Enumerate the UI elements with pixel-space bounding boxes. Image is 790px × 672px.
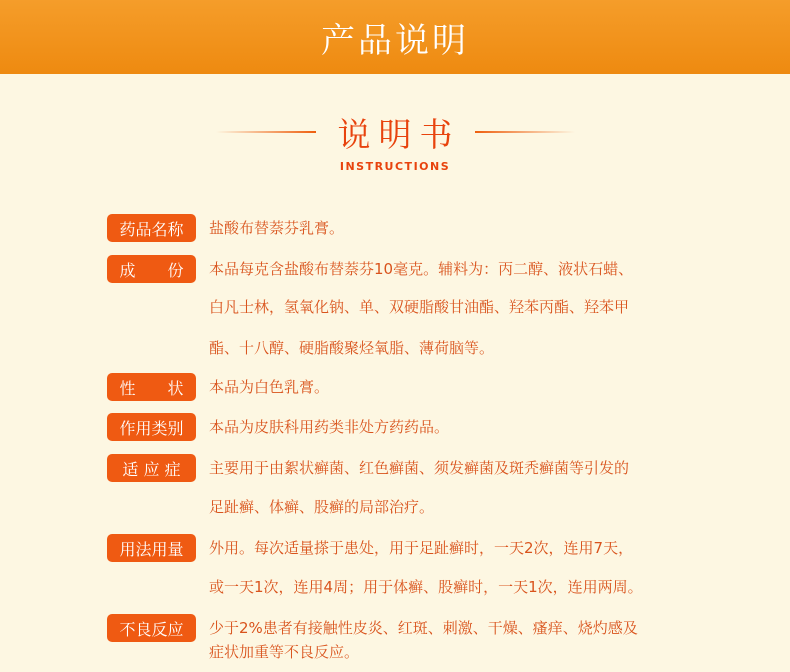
label-dosage: 用法用量 [107,534,196,562]
page-title: 产品说明 [321,20,469,61]
section-subtitle-en: INSTRUCTIONS [339,160,451,173]
header-banner [0,0,790,74]
right-decorative-line [475,131,575,133]
dosage-line-2: 或一天1次，连用4周；用于体癣、股癣时，一天1次，连用两周。 [209,578,643,596]
side-effects-line-2: 症状加重等不良反应。 [209,643,360,661]
label-side-effects: 不良反应 [107,614,196,642]
label-appearance: 性 状 [107,373,196,401]
section-heading [0,108,790,156]
appearance-line-1: 本品为白色乳膏。 [209,378,330,396]
ingredients-line-3: 酯、十八醇、硬脂酸聚烃氧脂、薄荷脑等。 [209,339,495,357]
category-line-1: 本品为皮肤科用药类非处方药药品。 [209,418,450,436]
label-ingredients: 成 份 [107,255,196,283]
drug-name-line-1: 盐酸布替萘芬乳膏。 [209,219,345,237]
dosage-line-1: 外用。每次适量搽于患处，用于足趾癣时，一天2次，连用7天， [209,539,634,557]
label-category: 作用类别 [107,413,196,441]
ingredients-line-2: 白凡士林，氢氧化钠、单、双硬脂酸甘油酯、羟苯丙酯、羟苯甲 [209,298,630,316]
label-drug-name: 药品名称 [107,214,196,242]
indications-line-1: 主要用于由絮状癣菌、红色癣菌、须发癣菌及斑秃癣菌等引发的 [209,459,630,477]
left-decorative-line [216,131,316,133]
section-title: 说明书 [337,114,461,154]
indications-line-2: 足趾癣、体癣、股癣的局部治疗。 [209,498,435,516]
label-indications: 适 应 症 [107,454,196,482]
ingredients-line-1: 本品每克含盐酸布替萘芬10毫克。辅料为：丙二醇、液状石蜡、 [209,260,634,278]
side-effects-line-1: 少于2%患者有接触性皮炎、红斑、刺激、干燥、瘙痒、烧灼感及 [209,619,638,637]
